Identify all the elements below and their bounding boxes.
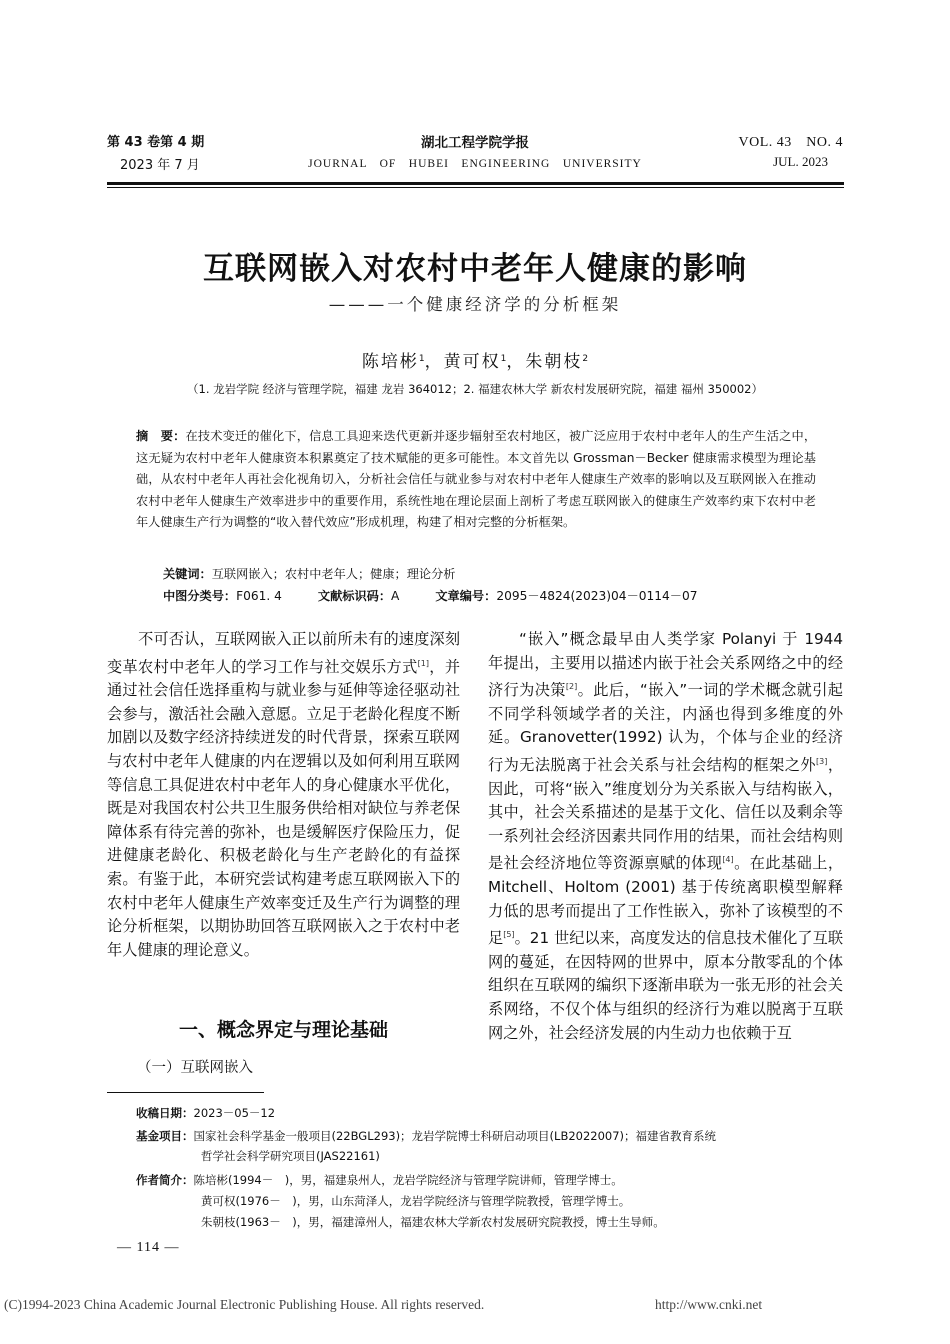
cnki-link[interactable]: http://www.cnki.net (655, 1297, 763, 1312)
author-affiliation-mark: 2 (582, 354, 589, 364)
volume-issue-en: VOL. 43 NO. 4 (738, 135, 843, 150)
issue-date: 2023 年 7 月 (120, 158, 200, 173)
intro-paragraph-b: ，并通过社会信任选择重构与就业参与延伸等途径驱动社会参与，激活社会融入意愿。立足于老龄化程度不断加剧以及数字经济持续迸发的时代背景，探索互联网与农村中老年人健康的内在逻辑以及如何利用互联网等信息工具促进农村中老年人的身心健康水平优化，既是对我国农村公共卫生服务供给相对缺位与养老保障体系有待完善的弥补，也是缓解医疗保险压力，促进健康老龄化、积极老龄化与生产老龄化的有益探索。有鉴于此，本研究尝试构建考虑互联网嵌入下的农村中老年人健康生产效率变迁及生产行为调整的理论分析框架，以期协助回答互联网嵌入之于农村中老年人健康的理论意义。 (107, 657, 461, 959)
section-heading: 一、概念界定与理论基础 (178, 1019, 388, 1041)
article-no-value: 2095－4824(2023)04－0114－07 (496, 589, 698, 603)
body-text: ，因此，可将“嵌入”维度划分为关系嵌入与结构嵌入，其中，社会关系描述的是基于文化、信任以及剩余等一系列社会经济因素共同作用的结果，而社会结构则是社会经济地位等资源禀赋的体现 (488, 755, 844, 873)
abstract (136, 426, 816, 534)
volume-issue: 第 43 卷第 4 期 (107, 135, 205, 150)
author-bio-2: 黄可权(1976－ )，男，山东菏泽人，龙岩学院经济与管理学院教授，管理学博士。 (201, 1194, 631, 1208)
author-name: 黄可权 (443, 352, 501, 372)
article-no-label: 文章编号： (435, 589, 497, 603)
clc-label: 中图分类号： (163, 589, 237, 603)
author-bio-label: 作者简介： (136, 1173, 194, 1187)
fund-info (136, 1126, 716, 1146)
issue-date-en: JUL. 2023 (773, 154, 828, 169)
citation-ref: [2] (565, 682, 578, 692)
author-bio-3: 朱朝枝(1963－ )，男，福建漳州人，福建农林大学新农村发展研究院教授，博士生导师。 (201, 1215, 665, 1229)
received-date (136, 1103, 275, 1123)
body-text: “嵌入”概念最早由人类学家 Polanyi 于 1944 年提出，主要用以描述内嵌于社会关系网络之中的经济行为决策 (488, 630, 843, 700)
header-rule-thin (107, 187, 844, 188)
keywords-label: 关键词： (163, 567, 212, 581)
author-separator: ， (506, 352, 526, 372)
author-separator: ， (424, 352, 444, 372)
header-rule-thick (107, 182, 844, 185)
body-text: 。此后，“嵌入”一词的学术概念就引起不同学科领域学者的关注，内涵也得到多维度的外延。Granovetter(1992) 认为，个体与企业的经济行为无法脱离于社会关系与社会结构的框架之外 (488, 681, 843, 774)
abstract-label: 摘 要： (136, 429, 186, 443)
classification-line (163, 587, 697, 604)
doc-code-value: A (391, 589, 400, 603)
left-column-text (107, 628, 460, 962)
keywords-text: 互联网嵌入；农村中老年人；健康；理论分析 (211, 567, 456, 581)
journal-name-cn: 湖北工程学院学报 (421, 135, 529, 151)
subsection-heading: （一）互联网嵌入 (137, 1060, 253, 1076)
author-name: 陈培彬 (361, 352, 419, 372)
author-name: 朱朝枝 (525, 352, 583, 372)
doc-code-label: 文献标识码： (317, 589, 392, 603)
author-bio (136, 1170, 623, 1190)
body-text: 。在此基础上，Mitchell、Holtom (2001) 基于传统离职模型解释力低的思考而提出了工作性嵌入，弥补了该模型的不足 (488, 854, 844, 948)
affiliations: （1. 龙岩学院 经济与管理学院，福建 龙岩 364012；2. 福建农林大学 新农村发展研究院，福建 福州 350002） (187, 382, 763, 396)
received-label: 收稿日期： (136, 1106, 194, 1120)
fund-label: 基金项目： (136, 1129, 194, 1143)
body-text: 。21 世纪以来，高度发达的信息技术催化了互联网的蔓延，在因特网的世界中，原本分散零乱的个体组织在互联网的编织下逐渐串联为一张无形的社会关系网络，不仅个体与组织的经济行为难以脱离于互联网之外，社会经济发展的内生动力也依赖于互 (488, 929, 844, 1042)
copyright-notice: (C)1994-2023 China Academic Journal Electronic Publishing House. All rights reserved. (4, 1297, 485, 1312)
fund-value: 国家社会科学基金一般项目(22BGL293)；龙岩学院博士科研启动项目(LB2022007)；福建省教育系统 (193, 1129, 717, 1143)
citation-ref: [1] (417, 658, 429, 668)
intro-paragraph-a: 不可否认，互联网嵌入正以前所未有的速度深刻变革农村中老年人的学习工作与社交娱乐方式 (107, 630, 460, 676)
abstract-text: 在技术变迁的催化下，信息工具迎来迭代更新并逐步辐射至农村地区，被广泛应用于农村中老年人的生产生活之中，这无疑为农村中老年人健康资本积累奠定了技术赋能的更多可能性。本文首先以 Grossman－Becker 健康需求模型为理论基础，从农村中老年人再社会化视角切入，分析社会信任与就业参与对农村中老年人健康生产效率的影响以及互联网嵌入在推动农村中老年人健康生产效率进步中的重要作用，系统性地在理论层面上剖析了考虑互联网嵌入的健康生产效率约束下农村中老年人健康生产行为调整的“收入替代效应”形成机理，构建了相对完整的分析框架。 (136, 429, 817, 529)
right-column-text (488, 628, 843, 1045)
paper-subtitle: ———一个健康经济学的分析框架 (328, 295, 622, 314)
citation-ref: [4] (722, 855, 734, 865)
citation-ref: [3] (816, 756, 828, 766)
citation-ref: [5] (503, 930, 515, 940)
page-number: — 114 — (117, 1240, 180, 1255)
fund-info-cont: 哲学社会科学研究项目(JAS22161) (201, 1149, 380, 1163)
author-list (0, 347, 950, 372)
footnote-rule (107, 1092, 264, 1093)
received-value: 2023－05－12 (193, 1106, 276, 1120)
paper-title: 互联网嵌入对农村中老年人健康的影响 (203, 251, 747, 287)
keywords (163, 565, 456, 582)
author-affiliation-mark: 1 (418, 354, 425, 364)
author-affiliation-mark: 1 (500, 354, 507, 364)
journal-name-en: JOURNAL OF HUBEI ENGINEERING UNIVERSITY (308, 158, 642, 170)
clc-value: F061. 4 (236, 589, 282, 603)
author-bio-1: 陈培彬(1994－ )，男，福建泉州人，龙岩学院经济与管理学院讲师，管理学博士。 (193, 1173, 623, 1187)
